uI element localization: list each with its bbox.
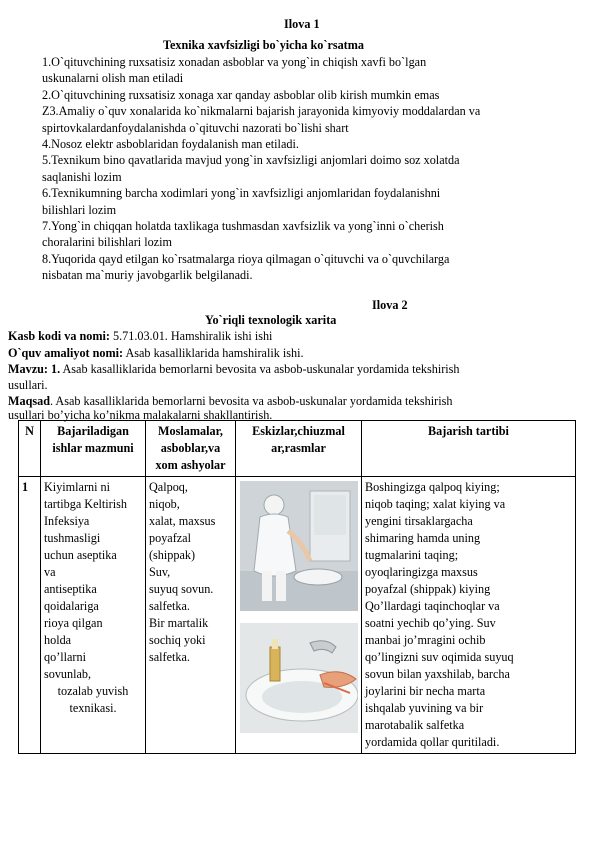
appendix-1-label: Ilova 1: [284, 17, 320, 31]
task-line: texnikasi.: [69, 701, 117, 715]
equipment-line: Suv,: [149, 565, 171, 579]
order-line: Boshingizga qalpoq kiying;: [365, 480, 500, 494]
equipment-line: Bir martalik: [149, 616, 209, 630]
order-line: marotabalik salfetka: [365, 718, 465, 732]
task-line: tartibga Keltirish: [44, 497, 127, 511]
equipment-line: xalat, maxsus: [149, 514, 216, 528]
equipment-line: Qalpoq,: [149, 480, 188, 494]
safety-instruction-line: 5.Texnikum bino qavatlarida mavjud yong`in xavfsizligi anjomlari doimo soz xolatda: [42, 153, 460, 168]
safety-instruction-line: bilishlari lozim: [42, 202, 117, 217]
topic-line-2: usullari.: [8, 378, 48, 392]
order-line: soatni yechib qo’ying. Suv: [365, 616, 496, 630]
table-header-row: [19, 421, 576, 477]
safety-instruction-line: nisbatan ma`muriy javobgarlik belgilanadi.: [42, 268, 253, 283]
order-line: oyoqlaringizga maxsus: [365, 565, 478, 579]
order-line: poyafzal (shippak) kiying: [365, 582, 491, 596]
task-line: qoidalariga: [44, 599, 99, 613]
order-line: joylarini bir necha marta: [365, 684, 486, 698]
sink-handwashing-photo: [240, 623, 358, 733]
equipment-line: (shippak): [149, 548, 196, 562]
order-line: yengini tirsaklargacha: [365, 514, 473, 528]
header-sketches: Eskizlar,chiuzmal ar,rasmlar: [236, 421, 362, 477]
row-order: [362, 477, 576, 754]
safety-instruction-line: 1.O`qituvchining ruxsatisiz xonadan asboblar va yong`in chiqish xavfi bo`lgan: [42, 55, 427, 69]
goal-value: . Asab kasalliklarida bemorlarni bevosita va asbob-uskunalar yordamida tekshirish: [50, 394, 453, 408]
order-line: niqob taqing; xalat kiying va: [365, 497, 506, 511]
safety-instruction-line: choralarini bilishlari lozim: [42, 235, 172, 250]
task-line: antiseptika: [44, 582, 97, 596]
order-line: sovun bilan yaxshilab, barcha: [365, 667, 510, 681]
row-equipment: [146, 477, 236, 754]
task-line: uchun aseptika: [44, 548, 117, 562]
order-line: ishqalab yuvining va bir: [365, 701, 484, 715]
order-line: qo’lingizni suv oqimida suyuq: [365, 650, 514, 664]
appendix-1-title: Texnika xavfsizligi bo`yicha ko`rsatma: [163, 38, 364, 52]
task-line: holda: [44, 633, 72, 647]
nurse-handwashing-photo: [240, 481, 358, 611]
order-line: tugmalarini taqing;: [365, 548, 459, 562]
equipment-line: salfetka.: [149, 599, 190, 613]
practice-name-line: [8, 346, 304, 361]
header-order: Bajarish tartibi: [362, 421, 576, 477]
order-line: shimaring hamda uning: [365, 531, 481, 545]
task-line: rioya qilgan: [44, 616, 103, 630]
order-line: Qo’llardagi taqinchoqlar va: [365, 599, 500, 613]
equipment-line: niqob,: [149, 497, 180, 511]
safety-instruction-line: 6.Texnikumning barcha xodimlari yong`in xavfsizligi anjomlaridan foydalanishni: [42, 186, 441, 201]
task-line: tozalab yuvish: [57, 684, 129, 698]
header-equipment: Moslamalar, asboblar,va xom ashyolar: [146, 421, 236, 477]
appendix-2-label: Ilova 2: [372, 298, 408, 312]
equipment-line: poyafzal: [149, 531, 191, 545]
equipment-line: suyuq sovun.: [149, 582, 214, 596]
topic-line: [8, 362, 460, 377]
safety-instruction-line: 8.Yuqorida qayd etilgan ko`rsatmalarga rioya qilmagan o`qituvchi va o`quvchilarga: [42, 251, 450, 266]
safety-instruction-line: 7.Yong`in chiqqan holatda taxlikaga tushmasdan xavfsizlik va yong`inni o`cherish: [42, 219, 444, 233]
order-line: manbai jo’mragini ochib: [365, 633, 486, 647]
goal-label: Maqsad: [8, 394, 50, 408]
table-row: [19, 477, 576, 754]
row-sketches: [236, 477, 362, 754]
task-line: sovunlab,: [44, 667, 92, 681]
safety-instruction-line: 4.Nosoz elektr asboblaridan foydalanish man etiladi.: [42, 137, 299, 151]
task-line: Infeksiya: [44, 514, 90, 528]
row-number: 1: [19, 477, 41, 754]
task-line: qo’llarni: [44, 650, 86, 664]
safety-instruction-line: 2.O`qituvchining ruxsatisiz xonaga xar qanday asboblar olib kirish mumkin emas: [42, 87, 440, 102]
equipment-line: sochiq yoki: [149, 633, 206, 647]
practice-name-value: Asab kasalliklarida hamshiralik ishi.: [123, 346, 304, 360]
profession-code-value: 5.71.03.01. Hamshiralik ishi ishi: [109, 329, 273, 343]
task-line: va: [44, 565, 56, 579]
order-line: yordamida qollar quritiladi.: [365, 735, 500, 749]
safety-instruction-line: spirtovkalardanfoydalanishda o`qituvchi nazorati bo`lishi shart: [42, 120, 349, 135]
header-tasks: Bajariladigan ishlar mazmuni: [41, 421, 146, 477]
row-tasks: [41, 477, 146, 754]
technology-map-table: [18, 420, 576, 754]
header-number: N: [19, 421, 41, 477]
topic-label: Mavzu: 1.: [8, 362, 61, 376]
task-line: Kiyimlarni ni: [44, 480, 111, 494]
safety-instruction-line: Z3.Amaliy o`quv xonalarida ko`nikmalarni bajarish jarayonida kimyoviy moddalardan va: [42, 104, 481, 119]
goal-line: [8, 394, 452, 409]
safety-instruction-line: saqlanishi lozim: [42, 169, 122, 184]
task-line: tushmasligi: [44, 531, 101, 545]
goal-line-2: usullari bo’yicha ko’nikma malakalarni shakllantirish.: [8, 408, 273, 422]
equipment-line: salfetka.: [149, 650, 190, 664]
topic-value: Asab kasalliklarida bemorlarni bevosita va asbob-uskunalar yordamida tekshirish: [60, 362, 460, 376]
profession-code-line: [8, 329, 272, 344]
safety-instruction-line: uskunalarni olish man etiladi: [42, 71, 184, 86]
profession-code-label: Kasb kodi va nomi:: [8, 329, 110, 343]
practice-name-label: O`quv amaliyot nomi:: [8, 346, 124, 360]
appendix-2-title: Yo`riqli texnologik xarita: [205, 313, 337, 327]
